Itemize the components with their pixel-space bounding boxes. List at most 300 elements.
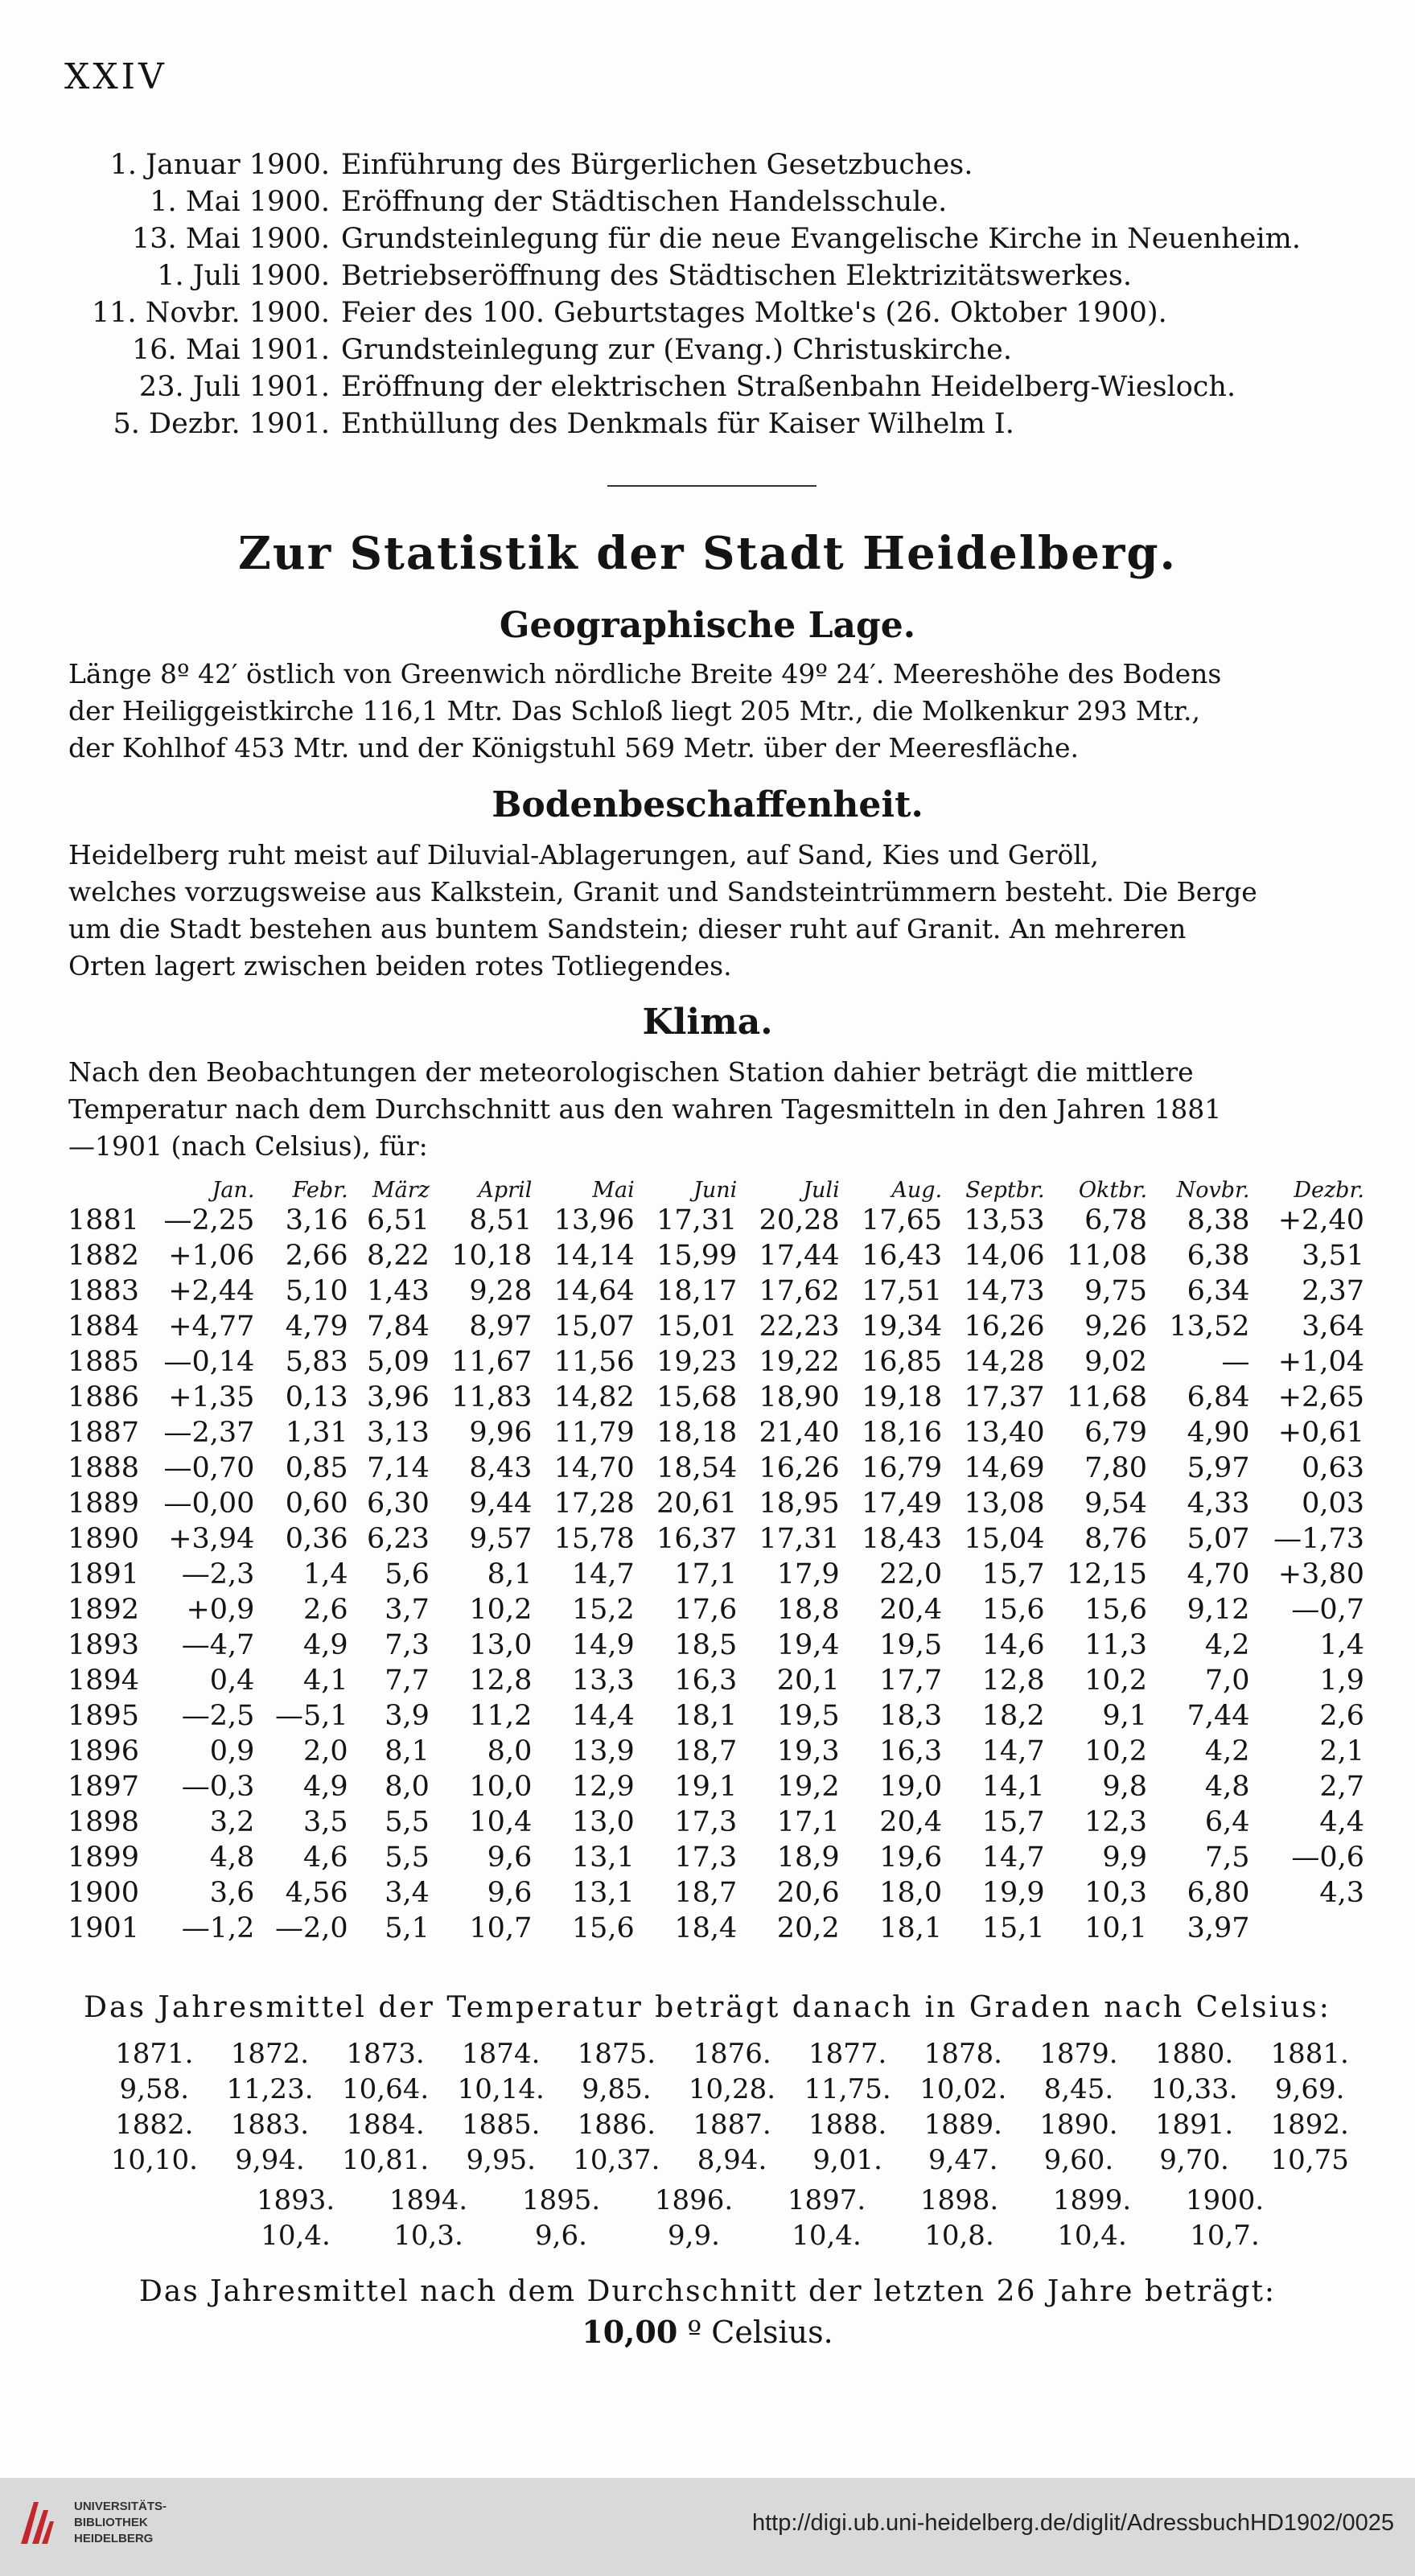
chronology-date: 1. Januar 1900. [109,149,330,181]
annual-year: 1871. [115,2038,194,2070]
temperature-cell: 3,9 [385,1700,430,1732]
temperature-cell: +4,77 [168,1311,255,1343]
temperature-cell: 17,1 [776,1806,840,1838]
year-cell: 1882 [68,1240,140,1272]
year-cell: 1890 [68,1523,140,1555]
monthly-temperature-table [64,1177,1368,1946]
temperature-cell: 18,16 [861,1417,943,1449]
chronology-date: 23. Juli 1901. [138,371,330,403]
temperature-cell: 0,4 [209,1665,255,1697]
temperature-cell: 0,9 [209,1735,255,1767]
year-cell: 1893 [68,1629,140,1661]
temperature-cell: 11,79 [553,1417,635,1449]
temperature-cell: 8,76 [1084,1523,1148,1555]
temperature-cell: —0,7 [1291,1594,1364,1626]
temperature-cell: 4,2 [1204,1735,1250,1767]
year-cell: 1892 [68,1594,140,1626]
temperature-cell: —0,70 [163,1452,255,1484]
temperature-cell: +3,94 [168,1523,255,1555]
temperature-cell: 5,10 [285,1275,348,1307]
temperature-cell: 18,7 [674,1735,738,1767]
temperature-cell: 5,1 [385,1912,430,1944]
table-row [64,1521,1368,1557]
temperature-cell: —2,37 [163,1417,255,1449]
month-header: Septbr. [965,1177,1045,1203]
long-term-average-value [0,2314,1415,2350]
annual-year: 1889. [923,2109,1002,2141]
temperature-cell [1253,1911,1368,1946]
temperature-cell: 10,4 [469,1806,533,1838]
month-header: Juni [693,1177,738,1203]
geography-heading: Geographische Lage. [499,605,916,646]
temperature-cell: 14,7 [571,1558,635,1590]
month-header: Jan. [212,1177,255,1203]
table-row [64,1203,1368,1238]
temperature-cell: 4,8 [209,1841,255,1874]
annual-year: 1880. [1154,2038,1234,2070]
table-row [64,1451,1368,1486]
temperature-cell: 14,7 [981,1735,1045,1767]
temperature-cell: 10,18 [451,1240,533,1272]
temperature-cell: 17,44 [759,1240,840,1272]
temperature-cell: 6,23 [366,1523,430,1555]
library-name-line: UNIVERSITÄTS- [74,2500,167,2513]
temperature-cell: 16,43 [861,1240,943,1272]
average-unit: º Celsius. [687,2315,833,2350]
temperature-cell: 6,51 [366,1204,430,1237]
temperature-cell: 2,0 [303,1735,348,1767]
temperature-cell: 5,5 [385,1841,430,1874]
text-line: Orten lagert zwischen beiden rotes Totliegendes. [68,950,732,981]
annual-value: 10,28. [688,2073,776,2105]
chronology-date: 5. Dezbr. 1901. [113,408,330,440]
table-row [64,1769,1368,1804]
page-number: XXIV [64,56,167,97]
temperature-cell: 9,44 [469,1488,533,1520]
temperature-cell: 20,4 [879,1594,943,1626]
text-line: welches vorzugsweise aus Kalkstein, Granit und Sandsteintrümmern besteht. Die Berge [68,876,1257,907]
temperature-cell: 4,79 [285,1311,348,1343]
temperature-cell: 14,69 [964,1452,1045,1484]
temperature-cell: 6,79 [1084,1417,1148,1449]
annual-year: 1872. [230,2038,310,2070]
table-row [64,1734,1368,1769]
temperature-cell: 7,5 [1204,1841,1250,1874]
temperature-cell: 2,7 [1319,1771,1364,1803]
table-header-row [64,1177,1368,1203]
chronology-entry [56,371,1376,408]
temperature-cell: 8,1 [385,1735,430,1767]
annual-value: 10,02. [919,2073,1007,2105]
temperature-cell: —2,0 [275,1912,348,1944]
temperature-cell: 19,18 [861,1381,943,1414]
annual-value: 9,58. [119,2073,190,2105]
text-line: der Kohlhof 453 Mtr. und der Königstuhl 569 Metr. über der Meeresfläche. [68,732,1079,763]
temperature-cell: —2,25 [163,1204,255,1237]
temperature-cell: 9,9 [1102,1841,1148,1874]
month-header: März [372,1177,430,1203]
temperature-cell: 3,96 [366,1381,430,1414]
annual-year: 1882. [115,2109,194,2141]
annual-value: 11,75. [804,2073,891,2105]
temperature-cell: 19,6 [879,1841,943,1874]
year-cell: 1895 [68,1700,140,1732]
annual-year: 1873. [346,2038,425,2070]
text-line: um die Stadt bestehen aus buntem Sandstein; dieser ruht auf Granit. An mehreren [68,913,1187,944]
annual-years-row [229,2184,1291,2216]
temperature-cell: 16,26 [759,1452,840,1484]
temperature-cell: 7,7 [385,1665,430,1697]
annual-values-row [229,2220,1291,2252]
table-row [64,1274,1368,1309]
temperature-cell: 14,82 [553,1381,635,1414]
climate-heading: Klima. [642,1002,773,1043]
library-name [74,2499,167,2547]
temperature-cell: 17,7 [879,1665,943,1697]
temperature-cell: 15,7 [981,1558,1045,1590]
temperature-cell: 20,1 [776,1665,840,1697]
text-line: der Heiliggeistkirche 116,1 Mtr. Das Schloß liegt 205 Mtr., die Molkenkur 293 Mtr., [68,695,1201,726]
temperature-cell: 4,6 [303,1841,348,1874]
temperature-cell: —4,7 [181,1629,255,1661]
temperature-cell: 3,6 [209,1877,255,1909]
chronology-entry [56,408,1376,445]
temperature-cell: +1,04 [1277,1346,1364,1378]
temperature-cell: 20,6 [776,1877,840,1909]
annual-value: 9,01. [812,2144,882,2176]
table-row [64,1557,1368,1592]
temperature-cell: 8,51 [469,1204,533,1237]
temperature-cell: 17,65 [861,1204,943,1237]
temperature-cell: 0,03 [1302,1488,1364,1520]
header-corner [64,1177,143,1203]
temperature-cell: 4,2 [1204,1629,1250,1661]
annual-year: 1891. [1154,2109,1234,2141]
table-row [64,1309,1368,1344]
temperature-cell: 18,0 [879,1877,943,1909]
annual-year: 1887. [693,2109,771,2141]
year-cell: 1899 [68,1841,140,1874]
temperature-cell: 16,3 [879,1735,943,1767]
annual-years-row [97,2109,1368,2141]
annual-value: 10,14. [457,2073,545,2105]
annual-year: 1900. [1185,2184,1265,2216]
temperature-cell: 16,85 [861,1346,943,1378]
temperature-cell: 3,64 [1302,1311,1364,1343]
annual-year: 1890. [1039,2109,1118,2141]
annual-year: 1893. [256,2184,335,2216]
temperature-cell: —2,5 [181,1700,255,1732]
temperature-cell: 18,9 [776,1841,840,1874]
temperature-cell: 14,73 [964,1275,1045,1307]
source-url-link[interactable]: http://digi.ub.uni-heidelberg.de/diglit/AdressbuchHD1902/0025 [751,2510,1394,2536]
temperature-cell: 4,70 [1187,1558,1250,1590]
climate-text [68,1054,1355,1165]
year-cell: 1889 [68,1488,140,1520]
annual-value: 8,94. [697,2144,767,2176]
chronology-entry [56,149,1376,186]
temperature-cell: 17,62 [759,1275,840,1307]
temperature-cell: 0,85 [285,1452,348,1484]
temperature-cell: 4,3 [1319,1877,1364,1909]
month-header: Novbr. [1176,1177,1250,1203]
temperature-cell: 17,1 [674,1558,738,1590]
temperature-cell: 22,0 [879,1558,943,1590]
temperature-cell: 7,14 [366,1452,430,1484]
chronology-date: 1. Mai 1900. [150,186,330,218]
temperature-cell: 17,3 [674,1841,738,1874]
temperature-cell: 4,33 [1187,1488,1250,1520]
annual-value: 10,4. [261,2220,331,2252]
temperature-cell: +1,06 [168,1240,255,1272]
temperature-cell: —0,00 [163,1488,255,1520]
annual-year: 1895. [521,2184,601,2216]
annual-year: 1898. [919,2184,999,2216]
temperature-cell: 19,22 [759,1346,840,1378]
temperature-cell: 21,40 [759,1417,840,1449]
temperature-cell: 9,02 [1084,1346,1148,1378]
temperature-cell: 11,2 [469,1700,533,1732]
table-row [64,1592,1368,1627]
temperature-cell: 15,7 [981,1806,1045,1838]
table-row [64,1380,1368,1415]
temperature-cell: 20,4 [879,1806,943,1838]
annual-year: 1896. [654,2184,734,2216]
university-library-logo-icon [16,2496,56,2552]
temperature-cell: 4,9 [303,1629,348,1661]
temperature-cell: 16,26 [964,1311,1045,1343]
temperature-cell: 18,1 [879,1912,943,1944]
annual-year: 1885. [462,2109,541,2141]
year-cell: 1896 [68,1735,140,1767]
temperature-cell: 10,2 [1084,1735,1148,1767]
year-cell: 1885 [68,1346,140,1378]
year-cell: 1883 [68,1275,140,1307]
temperature-cell: 1,4 [1319,1629,1364,1661]
temperature-cell: 19,9 [981,1877,1045,1909]
annual-year: 1894. [389,2184,468,2216]
annual-values-row [97,2144,1368,2176]
temperature-cell: 15,1 [981,1912,1045,1944]
table-row [64,1663,1368,1698]
chronology-event: Betriebseröffnung des Städtischen Elektrizitätswerkes. [341,260,1132,292]
long-term-average-heading: Das Jahresmittel nach dem Durchschnitt der letzten 26 Jahre beträgt: [138,2275,1277,2308]
temperature-cell: 6,34 [1187,1275,1250,1307]
month-header: Juli [803,1177,840,1203]
annual-years-row [97,2038,1368,2070]
annual-value: 10,33. [1150,2073,1238,2105]
annual-year: 1892. [1270,2109,1349,2141]
annual-value: 10,37. [573,2144,660,2176]
temperature-cell: 15,6 [571,1912,635,1944]
temperature-cell: 9,96 [469,1417,533,1449]
temperature-cell: 15,68 [656,1381,738,1414]
soil-text [68,837,1355,985]
annual-value: 9,9. [668,2220,720,2252]
average-number: 10,00 [582,2314,678,2350]
temperature-cell: 0,63 [1302,1452,1364,1484]
temperature-cell: 6,4 [1204,1806,1250,1838]
text-line: Heidelberg ruht meist auf Diluvial-Ablagerungen, auf Sand, Kies und Geröll, [68,839,1099,870]
month-header: Oktbr. [1078,1177,1148,1203]
annual-year: 1878. [923,2038,1002,2070]
temperature-cell: 11,83 [451,1381,533,1414]
chronology-entry [56,297,1376,334]
temperature-cell: 8,22 [366,1240,430,1272]
temperature-cell: 13,1 [571,1841,635,1874]
temperature-cell: 18,17 [656,1275,738,1307]
temperature-cell: 18,3 [879,1700,943,1732]
temperature-cell: 18,54 [656,1452,738,1484]
temperature-cell: 14,28 [964,1346,1045,1378]
table-row [64,1840,1368,1875]
annual-year: 1888. [808,2109,887,2141]
temperature-cell: 18,18 [656,1417,738,1449]
temperature-cell: 9,6 [487,1841,533,1874]
chronology-entry [56,223,1376,260]
temperature-cell: 9,1 [1102,1700,1148,1732]
text-line: Länge 8º 42′ östlich von Greenwich nördliche Breite 49º 24′. Meereshöhe des Bodens [68,658,1222,689]
temperature-cell: 0,36 [285,1523,348,1555]
annual-value: 9,85. [582,2073,652,2105]
year-cell: 1901 [68,1912,140,1944]
temperature-cell: 13,0 [571,1806,635,1838]
chronology-event: Eröffnung der Städtischen Handelsschule. [341,186,948,218]
annual-value: 10,10. [110,2144,198,2176]
temperature-cell: 18,95 [759,1488,840,1520]
annual-value: 10,7. [1190,2220,1260,2252]
temperature-cell: 7,0 [1204,1665,1250,1697]
temperature-cell: 4,9 [303,1771,348,1803]
temperature-cell: 13,1 [571,1877,635,1909]
temperature-cell: —1,73 [1273,1523,1364,1555]
year-cell: 1888 [68,1452,140,1484]
temperature-cell: +2,40 [1277,1204,1364,1237]
temperature-cell: 5,83 [285,1346,348,1378]
temperature-cell: 12,9 [571,1771,635,1803]
temperature-cell: 14,06 [964,1240,1045,1272]
temperature-cell: 15,01 [656,1311,738,1343]
temperature-cell: 15,6 [981,1594,1045,1626]
temperature-cell: 10,2 [469,1594,533,1626]
temperature-cell: 11,56 [553,1346,635,1378]
temperature-cell: 12,8 [981,1665,1045,1697]
temperature-cell: 18,1 [674,1700,738,1732]
temperature-cell: 4,56 [285,1877,348,1909]
annual-value: 10,81. [342,2144,430,2176]
temperature-cell: 3,51 [1302,1240,1364,1272]
temperature-cell: 0,60 [285,1488,348,1520]
temperature-cell: 2,6 [303,1594,348,1626]
temperature-cell: 8,97 [469,1311,533,1343]
year-cell: 1898 [68,1806,140,1838]
temperature-cell: 19,3 [776,1735,840,1767]
annual-value: 9,70. [1159,2144,1229,2176]
temperature-cell: 18,2 [981,1700,1045,1732]
text-line: Temperatur nach dem Durchschnitt aus den wahren Tagesmitteln in den Jahren 1881 [68,1093,1222,1125]
temperature-cell: 17,31 [656,1204,738,1237]
temperature-cell: 4,90 [1187,1417,1250,1449]
temperature-cell: 13,0 [469,1629,533,1661]
temperature-cell: 6,80 [1187,1877,1250,1909]
temperature-cell: 8,38 [1187,1204,1250,1237]
temperature-cell: 0,13 [285,1381,348,1414]
year-cell: 1897 [68,1771,140,1803]
annual-year: 1884. [346,2109,425,2141]
annual-value: 9,94. [235,2144,305,2176]
temperature-cell: 17,28 [553,1488,635,1520]
temperature-cell: 9,54 [1084,1488,1148,1520]
chronology-event: Feier des 100. Geburtstages Moltke's (26. Oktober 1900). [341,297,1167,329]
chronology-list [56,149,1376,445]
temperature-cell: +2,44 [168,1275,255,1307]
temperature-cell: 2,66 [285,1240,348,1272]
temperature-cell: —0,3 [181,1771,255,1803]
temperature-cell: 16,79 [861,1452,943,1484]
temperature-cell: 14,64 [553,1275,635,1307]
temperature-cell: 12,3 [1084,1806,1148,1838]
temperature-cell: 12,15 [1066,1558,1148,1590]
year-cell: 1884 [68,1311,140,1343]
year-cell: 1894 [68,1665,140,1697]
temperature-cell: 14,4 [571,1700,635,1732]
table-row [64,1238,1368,1274]
temperature-cell: 6,38 [1187,1240,1250,1272]
year-cell: 1900 [68,1877,140,1909]
temperature-cell: 5,97 [1187,1452,1250,1484]
temperature-cell: 16,37 [656,1523,738,1555]
temperature-cell: 17,51 [861,1275,943,1307]
year-cell: 1891 [68,1558,140,1590]
temperature-cell: 19,2 [776,1771,840,1803]
temperature-cell: +2,65 [1277,1381,1364,1414]
annual-year: 1876. [693,2038,771,2070]
temperature-cell: 9,28 [469,1275,533,1307]
annual-value: 10,8. [924,2220,994,2252]
table-row [64,1804,1368,1840]
temperature-cell: 1,4 [303,1558,348,1590]
temperature-cell: —2,3 [181,1558,255,1590]
temperature-cell: 16,3 [674,1665,738,1697]
temperature-cell: 13,53 [964,1204,1045,1237]
temperature-cell: 9,75 [1084,1275,1148,1307]
temperature-cell: 20,61 [656,1488,738,1520]
temperature-cell: 9,12 [1187,1594,1250,1626]
temperature-cell: 11,67 [451,1346,533,1378]
temperature-cell: 7,3 [385,1629,430,1661]
temperature-cell: — [1221,1346,1250,1378]
temperature-cell: 19,5 [776,1700,840,1732]
annual-year: 1886. [577,2109,656,2141]
chronology-event: Grundsteinlegung für die neue Evangelische Kirche in Neuenheim. [341,223,1301,255]
chronology-entry [56,186,1376,223]
temperature-cell: 18,7 [674,1877,738,1909]
temperature-cell: 13,52 [1169,1311,1250,1343]
annual-year: 1897. [787,2184,866,2216]
temperature-cell: 17,31 [759,1523,840,1555]
annual-value: 10,75 [1270,2144,1349,2176]
temperature-cell: 6,30 [366,1488,430,1520]
temperature-cell: 7,84 [366,1311,430,1343]
temperature-cell: 15,2 [571,1594,635,1626]
section-divider [607,485,817,487]
annual-values-row [97,2073,1368,2105]
annual-value: 9,47. [928,2144,998,2176]
temperature-cell: 17,49 [861,1488,943,1520]
month-header: Aug. [891,1177,943,1203]
text-line: —1901 (nach Celsius), für: [68,1130,428,1162]
temperature-cell: 11,3 [1084,1629,1148,1661]
